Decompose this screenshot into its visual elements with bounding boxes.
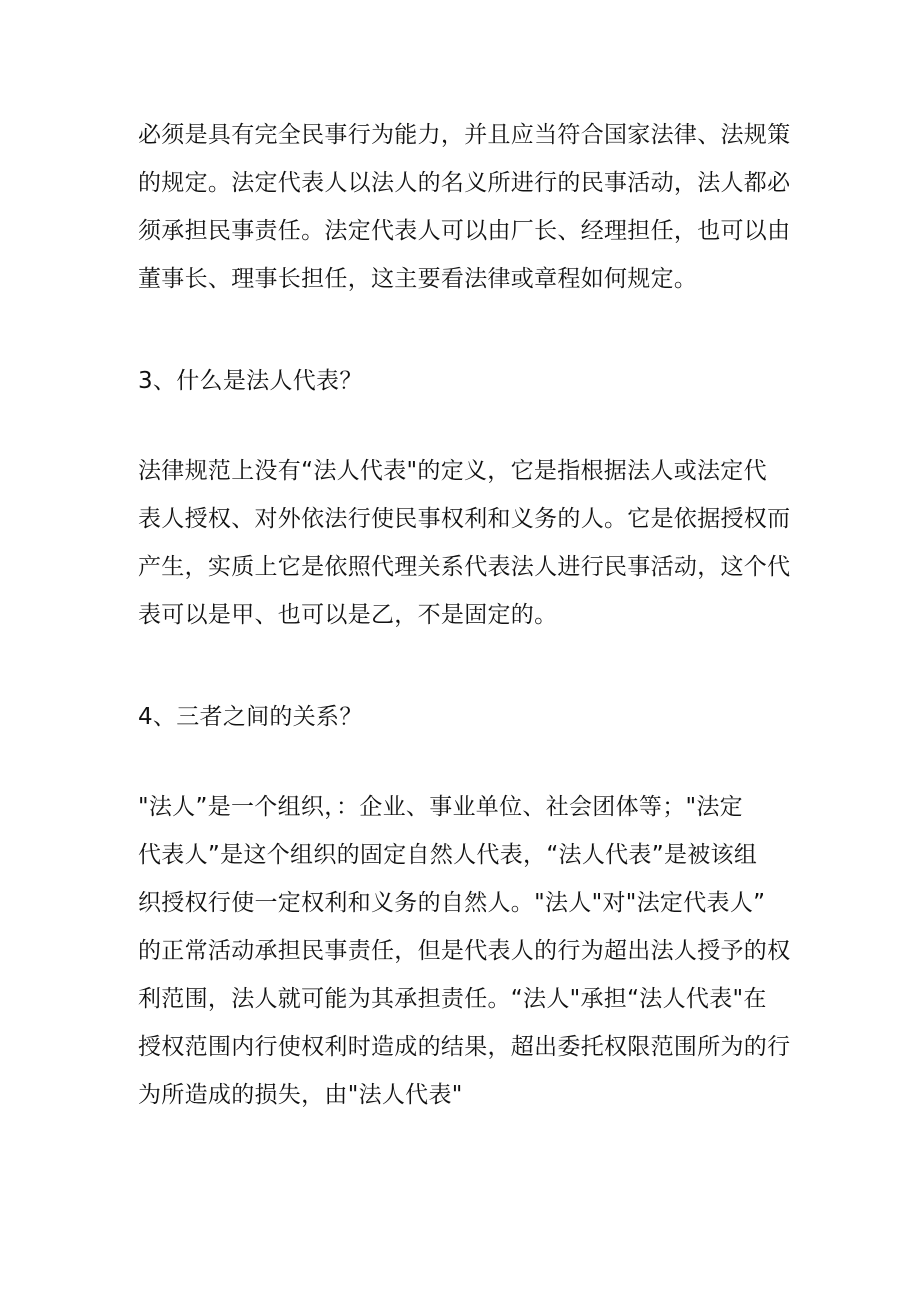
paragraph-3-line-1: "法人”是一个组织，：企业、事业单位、社会团体等；"法定 <box>138 794 743 820</box>
paragraph-3-line-2: 代表人”是这个组织的固定自然人代表，“法人代表”是被该组 <box>138 842 758 868</box>
paragraph-1-line-3: 须承担民事责任。法定代表人可以由厂长、经理担任，也可以由 <box>138 218 791 244</box>
paragraph-3-line-6: 授权范围内行使权利时造成的结果，超出委托权限范围所为的行 <box>138 1034 791 1060</box>
paragraph-1-line-1: 必须是具有完全民事行为能力，并且应当符合国家法律、法规策 <box>138 122 791 148</box>
paragraph-2-line-3: 产生，实质上它是依照代理关系代表法人进行民事活动，这个代 <box>138 554 791 580</box>
paragraph-1-line-2: 的规定。法定代表人以法人的名义所进行的民事活动，法人都必 <box>138 170 791 196</box>
paragraph-3-line-3: 织授权行使一定权利和义务的自然人。"法人"对"法定代表人” <box>138 890 766 916</box>
paragraph-2-line-2: 表人授权、对外依法行使民事权利和义务的人。它是依据授权而 <box>138 506 791 532</box>
section-heading-3: 3、什么是法人代表？ <box>138 368 363 394</box>
paragraph-3-line-5: 利范围，法人就可能为其承担责任。“法人"承担“法人代表"在 <box>138 986 767 1012</box>
paragraph-2-line-1: 法律规范上没有“法人代表"的定义，它是指根据法人或法定代 <box>138 458 767 484</box>
paragraph-3-line-4: 的正常活动承担民事责任，但是代表人的行为超出法人授予的权 <box>138 938 791 964</box>
paragraph-1-line-4: 董事长、理事长担任，这主要看法律或章程如何规定。 <box>138 266 698 292</box>
paragraph-3-line-7: 为所造成的损失，由"法人代表" <box>138 1082 463 1108</box>
paragraph-2-line-4: 表可以是甲、也可以是乙，不是固定的。 <box>138 602 558 628</box>
section-heading-4: 4、三者之间的关系？ <box>138 704 363 730</box>
